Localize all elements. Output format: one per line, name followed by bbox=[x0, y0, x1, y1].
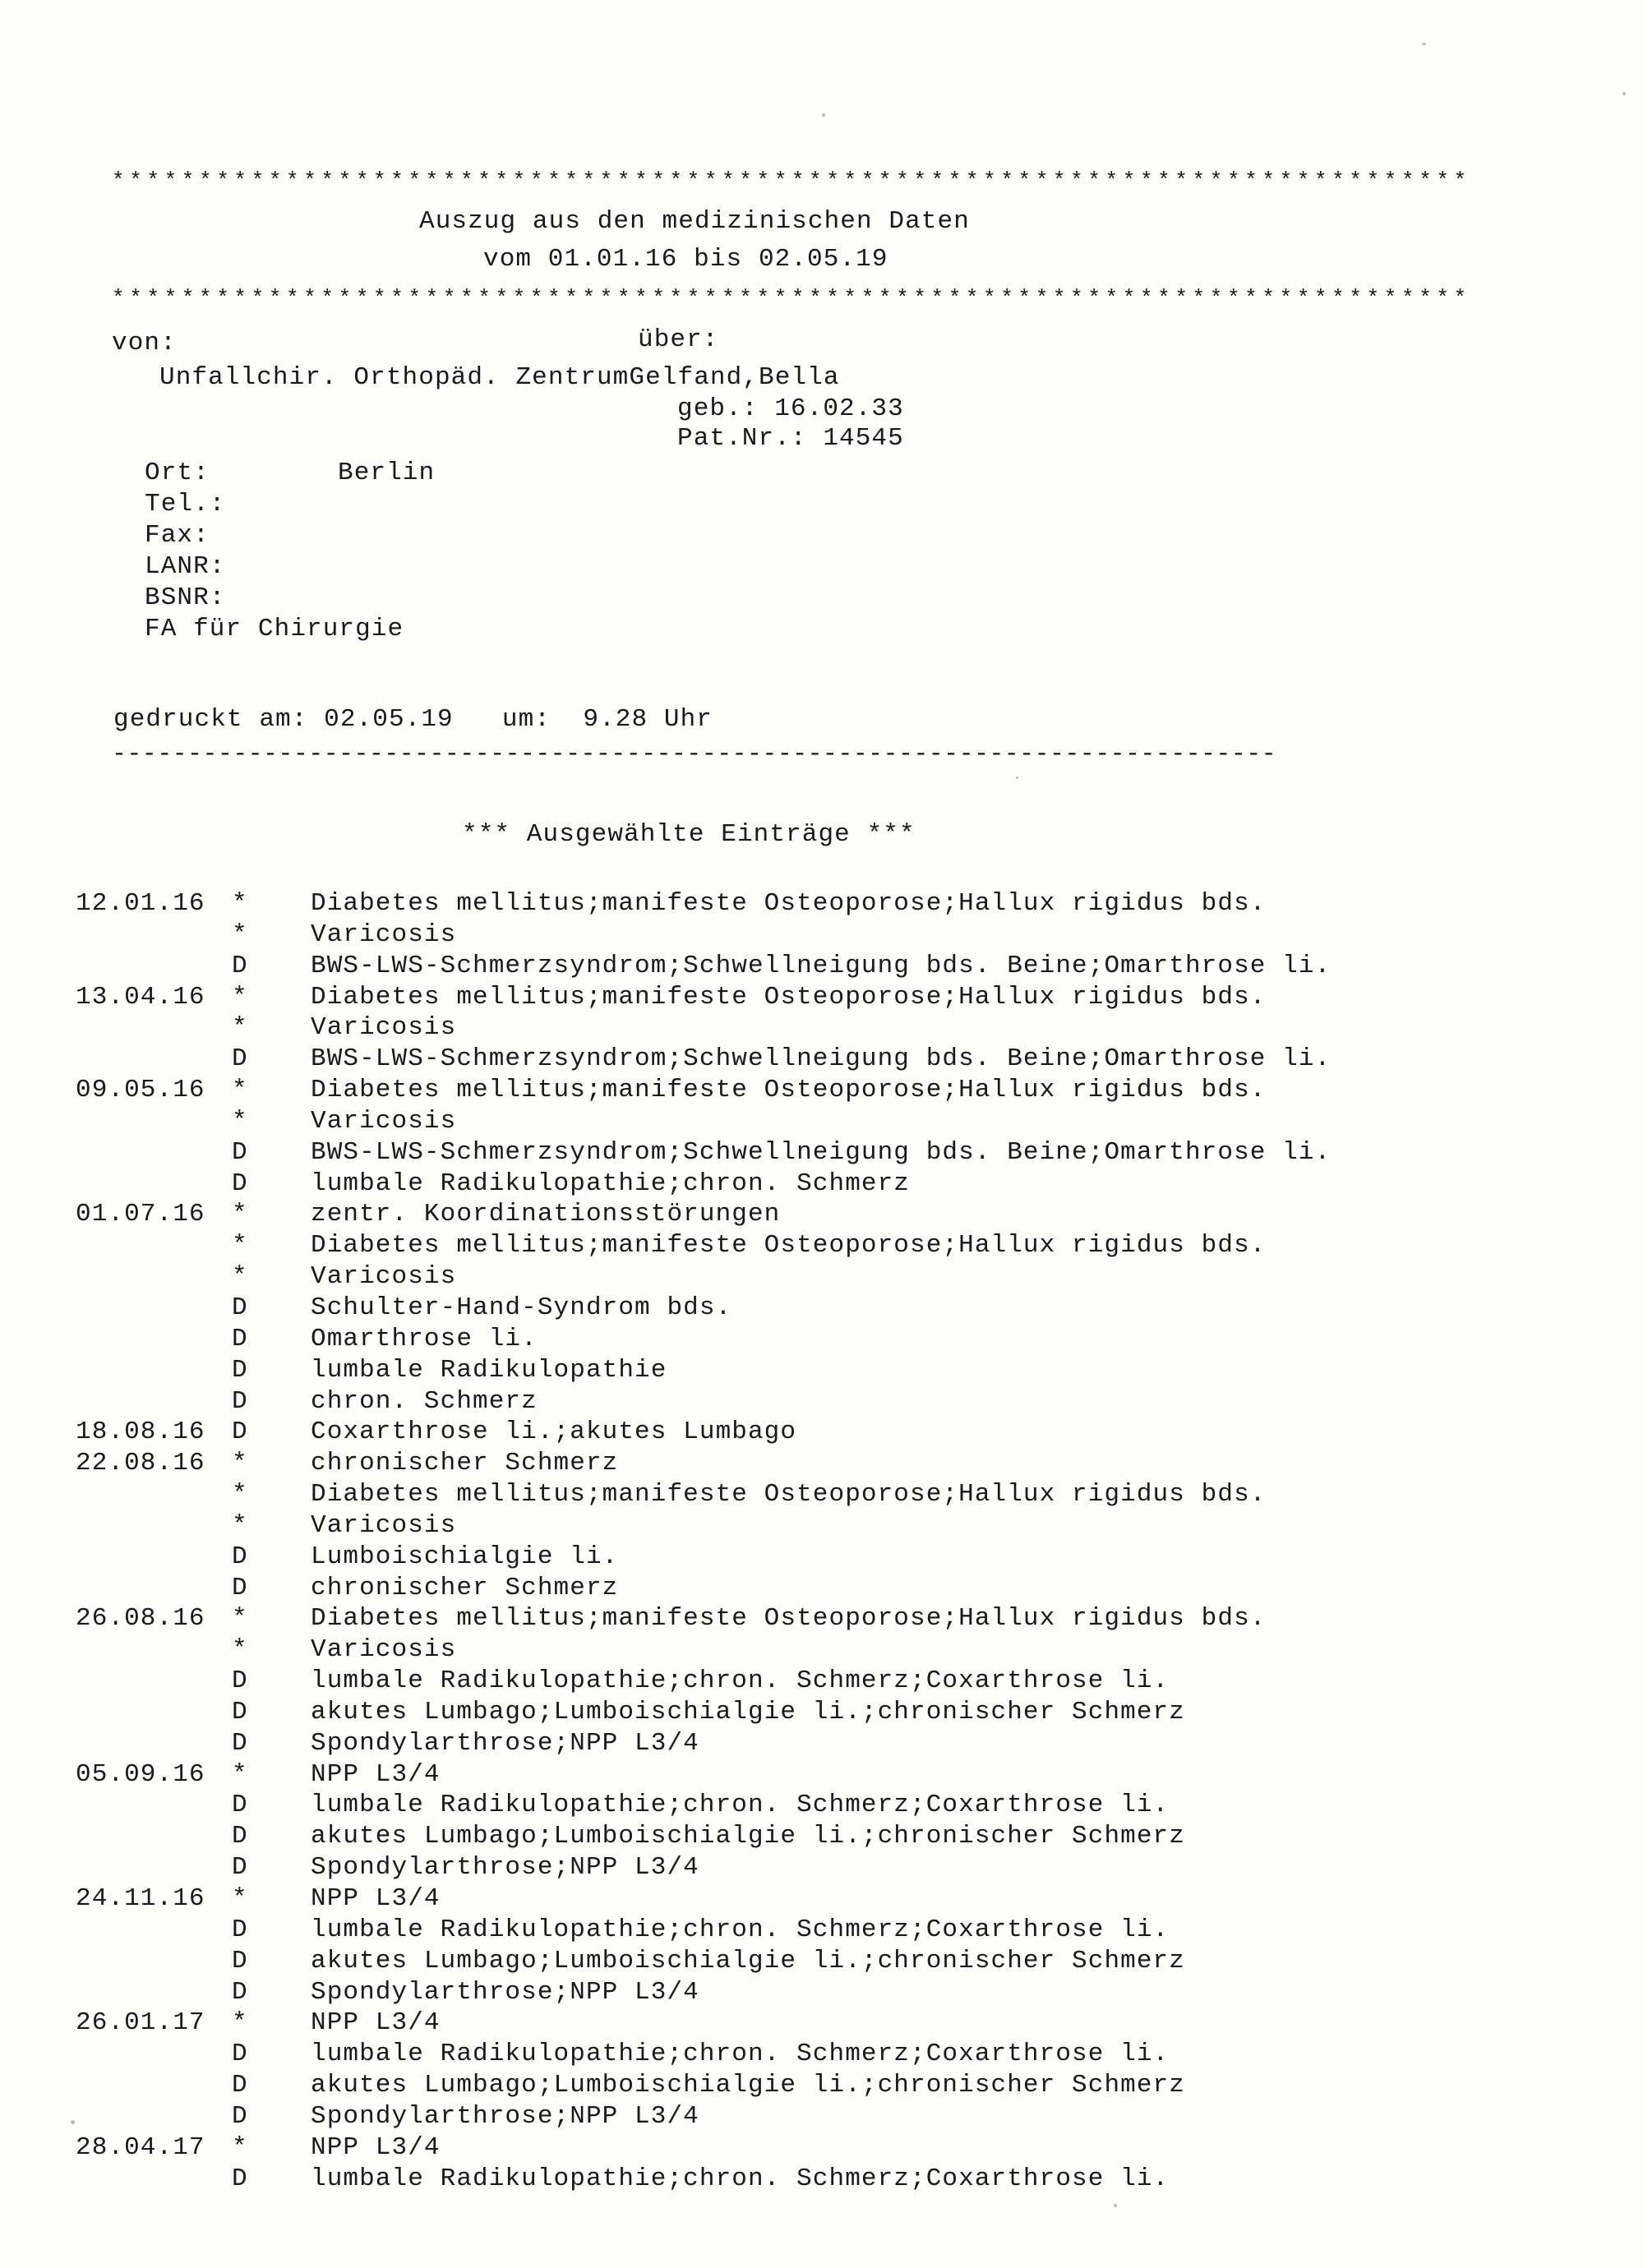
entry-marker: D bbox=[232, 1169, 247, 1198]
entry-row bbox=[0, 1076, 1643, 1107]
printed-timestamp: gedruckt am: 02.05.19 um: 9.28 Uhr bbox=[113, 705, 713, 734]
entry-text: Varicosis bbox=[311, 1013, 457, 1043]
entry-text: Coxarthrose li.;akutes Lumbago bbox=[311, 1418, 797, 1447]
entry-row bbox=[0, 2040, 1643, 2071]
stars-divider-top: ****************************************************************************** bbox=[112, 168, 1471, 193]
entry-row bbox=[0, 1947, 1643, 1978]
entry-row bbox=[0, 1666, 1643, 1698]
dashed-divider: ----------------------------------------------------------------------------- bbox=[112, 740, 1277, 768]
entry-row bbox=[0, 1760, 1643, 1791]
entry-marker: * bbox=[232, 1759, 247, 1789]
entry-row bbox=[0, 1013, 1643, 1044]
entry-marker: * bbox=[232, 1013, 247, 1043]
ort-value: Berlin bbox=[338, 459, 436, 487]
entry-marker: * bbox=[232, 1262, 247, 1292]
fa-specialty: FA für Chirurgie bbox=[145, 615, 404, 643]
fax-label: Fax: bbox=[145, 521, 210, 550]
scan-speck bbox=[822, 113, 825, 117]
entry-row bbox=[0, 1853, 1643, 1884]
entry-text: Spondylarthrose;NPP L3/4 bbox=[311, 1728, 699, 1758]
entry-text: akutes Lumbago;Lumboischialgie li.;chronischer Schmerz bbox=[311, 1946, 1185, 1975]
entry-row bbox=[0, 1262, 1643, 1293]
entry-text: Spondylarthrose;NPP L3/4 bbox=[311, 1977, 699, 2007]
entry-marker: D bbox=[232, 1791, 247, 1820]
entry-row bbox=[0, 1542, 1643, 1574]
entry-row bbox=[0, 1978, 1643, 2009]
entry-marker: * bbox=[232, 920, 247, 949]
entry-text: Diabetes mellitus;manifeste Osteoporose;Hallux rigidus bds. bbox=[311, 1231, 1267, 1261]
section-title: *** Ausgewählte Einträge *** bbox=[462, 820, 916, 849]
entry-marker: * bbox=[232, 889, 247, 918]
entry-text: zentr. Koordinationsstörungen bbox=[311, 1200, 781, 1229]
entry-text: akutes Lumbago;Lumboischialgie li.;chronischer Schmerz bbox=[311, 2071, 1185, 2100]
entry-text: akutes Lumbago;Lumboischialgie li.;chronischer Schmerz bbox=[311, 1697, 1185, 1726]
entry-marker: * bbox=[232, 2008, 247, 2038]
entry-row bbox=[0, 1698, 1643, 1729]
entry-text: Spondylarthrose;NPP L3/4 bbox=[311, 1853, 699, 1883]
entry-text: Spondylarthrose;NPP L3/4 bbox=[311, 2101, 699, 2131]
entry-row bbox=[0, 889, 1643, 920]
entry-row bbox=[0, 1107, 1643, 1138]
entry-row bbox=[0, 1418, 1643, 1449]
entry-text: lumbale Radikulopathie;chron. Schmerz;Coxarthrose li. bbox=[311, 1791, 1170, 1820]
entry-row bbox=[0, 1915, 1643, 1947]
entry-date: 26.08.16 bbox=[76, 1604, 205, 1634]
entry-marker: D bbox=[232, 1355, 247, 1385]
entry-text: chronischer Schmerz bbox=[311, 1449, 619, 1478]
entry-text: Diabetes mellitus;manifeste Osteoporose;Hallux rigidus bds. bbox=[311, 1480, 1267, 1510]
entry-marker: D bbox=[232, 951, 247, 980]
entry-text: Lumboischialgie li. bbox=[311, 1542, 619, 1571]
document-title: Auszug aus den medizinischen Daten bbox=[419, 207, 970, 236]
patient-number: Pat.Nr.: 14545 bbox=[677, 424, 904, 453]
lanr-label: LANR: bbox=[145, 552, 226, 581]
entry-date: 22.08.16 bbox=[76, 1449, 205, 1478]
scan-speck bbox=[1016, 777, 1018, 779]
entry-date: 18.08.16 bbox=[76, 1418, 205, 1447]
scan-speck bbox=[71, 2120, 75, 2124]
entry-marker: * bbox=[232, 1200, 247, 1229]
entry-row bbox=[0, 1325, 1643, 1356]
entry-marker: * bbox=[232, 1231, 247, 1261]
entry-text: NPP L3/4 bbox=[311, 1884, 441, 1913]
entry-marker: * bbox=[232, 1635, 247, 1665]
scan-speck bbox=[1422, 43, 1426, 45]
entry-row bbox=[0, 2008, 1643, 2040]
entry-marker: D bbox=[232, 1137, 247, 1167]
entry-text: NPP L3/4 bbox=[311, 2132, 441, 2162]
entry-row bbox=[0, 1574, 1643, 1605]
entry-row bbox=[0, 2071, 1643, 2102]
entry-date: 01.07.16 bbox=[76, 1200, 205, 1229]
scan-speck bbox=[1114, 2204, 1117, 2207]
entry-date: 13.04.16 bbox=[76, 982, 205, 1012]
entry-text: lumbale Radikulopathie bbox=[311, 1355, 667, 1385]
entry-marker: * bbox=[232, 2132, 247, 2162]
entry-marker: D bbox=[232, 1666, 247, 1696]
ort-label: Ort: bbox=[145, 459, 210, 487]
entry-marker: * bbox=[232, 1604, 247, 1634]
entry-row bbox=[0, 920, 1643, 952]
entry-row bbox=[0, 1511, 1643, 1542]
entry-row bbox=[0, 1387, 1643, 1418]
entry-marker: D bbox=[232, 2101, 247, 2131]
entry-marker: D bbox=[232, 1418, 247, 1447]
entry-date: 28.04.17 bbox=[76, 2132, 205, 2162]
entry-text: Diabetes mellitus;manifeste Osteoporose;Hallux rigidus bds. bbox=[311, 1076, 1267, 1105]
entries-list bbox=[0, 889, 1643, 2195]
entry-text: Varicosis bbox=[311, 1635, 457, 1665]
entry-row bbox=[0, 1729, 1643, 1760]
entry-date: 09.05.16 bbox=[76, 1076, 205, 1105]
entry-row bbox=[0, 1231, 1643, 1262]
entry-marker: * bbox=[232, 1076, 247, 1105]
entry-marker: * bbox=[232, 1106, 247, 1136]
entry-date: 12.01.16 bbox=[76, 889, 205, 918]
entry-marker: D bbox=[232, 2071, 247, 2100]
entry-marker: D bbox=[232, 2040, 247, 2069]
entry-marker: D bbox=[232, 1853, 247, 1883]
entry-text: akutes Lumbago;Lumboischialgie li.;chronischer Schmerz bbox=[311, 1822, 1185, 1851]
patient-birthdate: geb.: 16.02.33 bbox=[677, 394, 904, 423]
entry-row bbox=[0, 1138, 1643, 1169]
entry-row bbox=[0, 1604, 1643, 1635]
tel-label: Tel.: bbox=[145, 490, 226, 519]
bsnr-label: BSNR: bbox=[145, 583, 226, 612]
entry-marker: * bbox=[232, 1480, 247, 1510]
entry-row bbox=[0, 1449, 1643, 1480]
entry-row bbox=[0, 1356, 1643, 1387]
entry-text: lumbale Radikulopathie;chron. Schmerz;Coxarthrose li. bbox=[311, 2164, 1170, 2193]
entry-marker: D bbox=[232, 1697, 247, 1726]
entry-text: Diabetes mellitus;manifeste Osteoporose;Hallux rigidus bds. bbox=[311, 982, 1267, 1012]
entry-marker: D bbox=[232, 1386, 247, 1416]
entry-marker: D bbox=[232, 2164, 247, 2193]
entry-text: Diabetes mellitus;manifeste Osteoporose;Hallux rigidus bds. bbox=[311, 1604, 1267, 1634]
entry-marker: D bbox=[232, 1977, 247, 2007]
entry-marker: D bbox=[232, 1542, 247, 1571]
entry-date: 05.09.16 bbox=[76, 1759, 205, 1789]
entry-text: Diabetes mellitus;manifeste Osteoporose;Hallux rigidus bds. bbox=[311, 889, 1267, 918]
entry-row bbox=[0, 2164, 1643, 2196]
entry-marker: D bbox=[232, 1324, 247, 1353]
entry-text: Varicosis bbox=[311, 1510, 457, 1540]
entry-text: BWS-LWS-Schmerzsyndrom;Schwellneigung bds. Beine;Omarthrose li. bbox=[311, 1044, 1331, 1074]
entry-date: 24.11.16 bbox=[76, 1884, 205, 1913]
entry-row bbox=[0, 1884, 1643, 1915]
entry-text: lumbale Radikulopathie;chron. Schmerz;Coxarthrose li. bbox=[311, 2040, 1170, 2069]
entry-row bbox=[0, 2133, 1643, 2164]
entry-row bbox=[0, 1044, 1643, 1076]
practice-and-patient-name: Unfallchir. Orthopäd. ZentrumGelfand,Bella bbox=[159, 363, 840, 392]
entry-row bbox=[0, 983, 1643, 1014]
entry-text: chronischer Schmerz bbox=[311, 1573, 619, 1602]
entry-row bbox=[0, 1293, 1643, 1325]
entry-marker: D bbox=[232, 1946, 247, 1975]
entry-text: Varicosis bbox=[311, 1262, 457, 1292]
entry-row bbox=[0, 2102, 1643, 2133]
date-range: vom 01.01.16 bis 02.05.19 bbox=[483, 245, 888, 274]
entry-marker: D bbox=[232, 1293, 247, 1322]
entry-marker: * bbox=[232, 982, 247, 1012]
entry-marker: D bbox=[232, 1573, 247, 1602]
entry-text: BWS-LWS-Schmerzsyndrom;Schwellneigung bds. Beine;Omarthrose li. bbox=[311, 951, 1331, 980]
entry-row bbox=[0, 1791, 1643, 1822]
entry-text: lumbale Radikulopathie;chron. Schmerz;Coxarthrose li. bbox=[311, 1915, 1170, 1944]
entry-row bbox=[0, 1822, 1643, 1853]
entry-marker: D bbox=[232, 1822, 247, 1851]
entry-marker: * bbox=[232, 1449, 247, 1478]
von-label: von: bbox=[112, 329, 177, 357]
entry-text: Schulter-Hand-Syndrom bds. bbox=[311, 1293, 732, 1322]
entry-row bbox=[0, 1635, 1643, 1666]
entry-text: Varicosis bbox=[311, 920, 457, 949]
scan-speck bbox=[1622, 92, 1626, 95]
entry-text: chron. Schmerz bbox=[311, 1386, 538, 1416]
entry-marker: * bbox=[232, 1510, 247, 1540]
entry-text: lumbale Radikulopathie;chron. Schmerz bbox=[311, 1169, 911, 1198]
entry-marker: D bbox=[232, 1728, 247, 1758]
entry-marker: D bbox=[232, 1915, 247, 1944]
entry-row bbox=[0, 952, 1643, 983]
entry-marker: * bbox=[232, 1884, 247, 1913]
entry-row bbox=[0, 1480, 1643, 1511]
entry-marker: D bbox=[232, 1044, 247, 1074]
entry-text: Varicosis bbox=[311, 1106, 457, 1136]
entry-text: lumbale Radikulopathie;chron. Schmerz;Coxarthrose li. bbox=[311, 1666, 1170, 1696]
entry-text: NPP L3/4 bbox=[311, 1759, 441, 1789]
entry-row bbox=[0, 1169, 1643, 1201]
entry-text: BWS-LWS-Schmerzsyndrom;Schwellneigung bds. Beine;Omarthrose li. bbox=[311, 1137, 1331, 1167]
ueber-label: über: bbox=[638, 325, 719, 354]
entry-row bbox=[0, 1200, 1643, 1231]
entry-text: NPP L3/4 bbox=[311, 2008, 441, 2038]
entry-text: Omarthrose li. bbox=[311, 1324, 538, 1353]
entry-date: 26.01.17 bbox=[76, 2008, 205, 2038]
stars-divider-bottom: ****************************************************************************** bbox=[112, 286, 1471, 311]
